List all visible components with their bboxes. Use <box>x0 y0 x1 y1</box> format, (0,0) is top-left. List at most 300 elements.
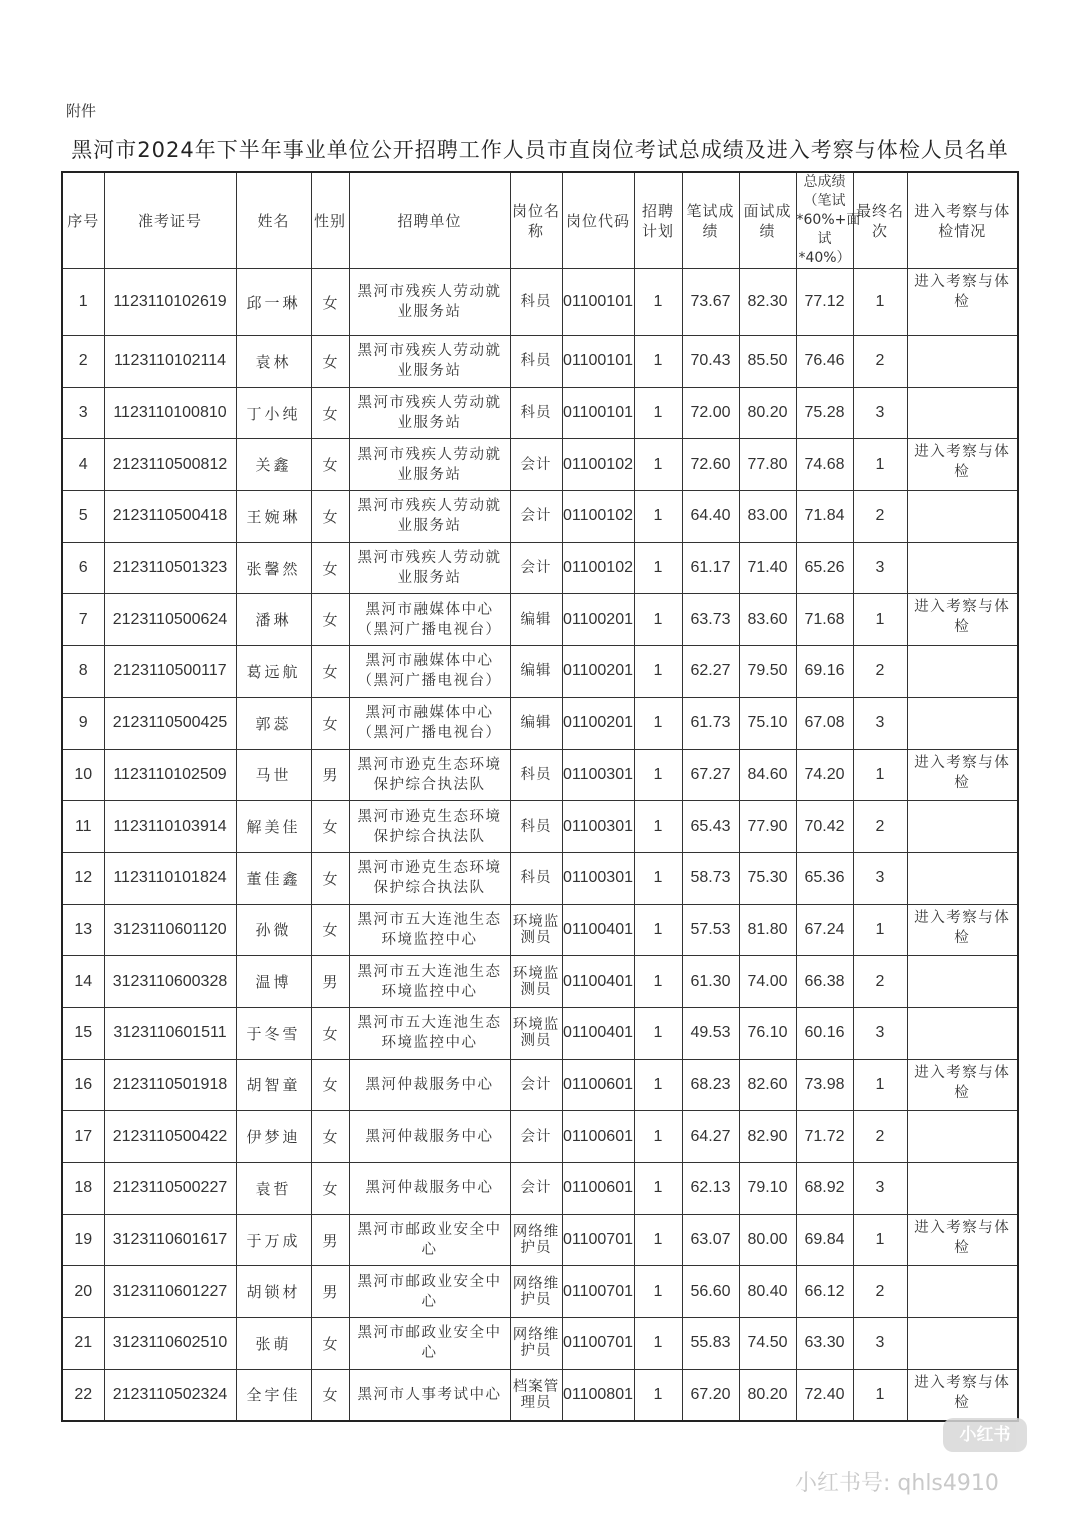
cell-name: 马世 <box>236 749 311 801</box>
cell-gender: 女 <box>311 1111 349 1163</box>
table-row <box>62 594 1018 646</box>
cell-total: 67.08 <box>796 697 853 749</box>
cell-interview: 80.20 <box>739 1369 796 1421</box>
cell-exam-id: 3123110601120 <box>104 904 236 956</box>
cell-interview: 79.10 <box>739 1163 796 1215</box>
cell-unit: 黑河市融媒体中心（黑河广播电视台） <box>349 594 510 646</box>
cell-status <box>907 1007 1018 1059</box>
cell-status <box>907 956 1018 1008</box>
cell-total: 68.92 <box>796 1163 853 1215</box>
cell-interview: 80.20 <box>739 387 796 439</box>
cell-post-name: 科员 <box>510 749 562 801</box>
cell-written: 64.40 <box>682 491 739 543</box>
document-title: 黑河市2024年下半年事业单位公开招聘工作人员市直岗位考试总成绩及进入考察与体检人员名单 <box>71 138 1009 162</box>
table-row <box>62 956 1018 1008</box>
cell-unit: 黑河市残疾人劳动就业服务站 <box>349 542 510 594</box>
cell-gender: 男 <box>311 956 349 1008</box>
cell-unit: 黑河市融媒体中心（黑河广播电视台） <box>349 646 510 698</box>
cell-post-name: 网络维护员 <box>510 1214 562 1266</box>
cell-post-name: 科员 <box>510 269 562 336</box>
cell-exam-id: 2123110500117 <box>104 646 236 698</box>
cell-name: 于冬雪 <box>236 1007 311 1059</box>
cell-plan: 1 <box>634 491 682 543</box>
cell-post-name: 科员 <box>510 336 562 388</box>
cell-total: 71.72 <box>796 1111 853 1163</box>
cell-interview: 84.60 <box>739 749 796 801</box>
cell-name: 伊梦迪 <box>236 1111 311 1163</box>
cell-unit: 黑河市残疾人劳动就业服务站 <box>349 439 510 491</box>
cell-total: 66.12 <box>796 1266 853 1318</box>
cell-status <box>907 542 1018 594</box>
cell-status <box>907 1163 1018 1215</box>
cell-gender: 女 <box>311 697 349 749</box>
cell-seq: 19 <box>62 1214 104 1266</box>
table-row <box>62 542 1018 594</box>
cell-total: 63.30 <box>796 1318 853 1370</box>
cell-name: 胡智童 <box>236 1059 311 1111</box>
cell-rank: 1 <box>853 594 907 646</box>
header-total: 总成绩（笔试*60%+面试*40%） <box>796 172 853 269</box>
cell-total: 65.26 <box>796 542 853 594</box>
attachment-label: 附件 <box>66 102 97 120</box>
cell-name: 邱一琳 <box>236 269 311 336</box>
watermark-text: 小红书号: qhls4910 <box>795 1471 999 1496</box>
cell-name: 葛远航 <box>236 646 311 698</box>
cell-plan: 1 <box>634 749 682 801</box>
cell-exam-id: 2123110500425 <box>104 697 236 749</box>
cell-plan: 1 <box>634 1318 682 1370</box>
cell-exam-id: 1123110102114 <box>104 336 236 388</box>
table-row <box>62 387 1018 439</box>
table-row <box>62 1214 1018 1266</box>
cell-total: 71.68 <box>796 594 853 646</box>
cell-rank: 2 <box>853 646 907 698</box>
cell-status <box>907 1266 1018 1318</box>
cell-post-name: 会计 <box>510 1059 562 1111</box>
cell-gender: 男 <box>311 749 349 801</box>
cell-seq: 20 <box>62 1266 104 1318</box>
cell-gender: 女 <box>311 336 349 388</box>
cell-unit: 黑河市融媒体中心（黑河广播电视台） <box>349 697 510 749</box>
cell-status <box>907 852 1018 904</box>
table-body <box>62 269 1018 1421</box>
header-status: 进入考察与体检情况 <box>907 172 1018 269</box>
cell-rank: 1 <box>853 1369 907 1421</box>
cell-status: 进入考察与体检 <box>907 439 1018 491</box>
cell-interview: 74.00 <box>739 956 796 1008</box>
cell-seq: 3 <box>62 387 104 439</box>
cell-written: 62.13 <box>682 1163 739 1215</box>
cell-written: 58.73 <box>682 852 739 904</box>
cell-rank: 2 <box>853 336 907 388</box>
cell-total: 75.28 <box>796 387 853 439</box>
cell-written: 62.27 <box>682 646 739 698</box>
cell-exam-id: 1123110103914 <box>104 801 236 853</box>
cell-plan: 1 <box>634 336 682 388</box>
cell-plan: 1 <box>634 1266 682 1318</box>
watermark-logo: 小红书 <box>943 1418 1027 1452</box>
cell-post-code: 01100201 <box>562 697 634 749</box>
cell-written: 68.23 <box>682 1059 739 1111</box>
cell-gender: 女 <box>311 491 349 543</box>
cell-name: 袁林 <box>236 336 311 388</box>
cell-plan: 1 <box>634 1007 682 1059</box>
cell-plan: 1 <box>634 542 682 594</box>
cell-seq: 16 <box>62 1059 104 1111</box>
cell-unit: 黑河市五大连池生态环境监控中心 <box>349 1007 510 1059</box>
cell-rank: 1 <box>853 904 907 956</box>
header-written: 笔试成绩 <box>682 172 739 269</box>
cell-seq: 22 <box>62 1369 104 1421</box>
cell-unit: 黑河市残疾人劳动就业服务站 <box>349 269 510 336</box>
cell-gender: 女 <box>311 904 349 956</box>
cell-total: 67.24 <box>796 904 853 956</box>
cell-status <box>907 491 1018 543</box>
cell-seq: 14 <box>62 956 104 1008</box>
cell-exam-id: 2123110500812 <box>104 439 236 491</box>
cell-post-code: 01100301 <box>562 852 634 904</box>
cell-gender: 女 <box>311 1007 349 1059</box>
table-row <box>62 1059 1018 1111</box>
cell-seq: 2 <box>62 336 104 388</box>
cell-seq: 12 <box>62 852 104 904</box>
cell-written: 56.60 <box>682 1266 739 1318</box>
cell-written: 61.73 <box>682 697 739 749</box>
cell-plan: 1 <box>634 697 682 749</box>
cell-interview: 79.50 <box>739 646 796 698</box>
cell-rank: 3 <box>853 387 907 439</box>
cell-written: 67.20 <box>682 1369 739 1421</box>
cell-name: 于万成 <box>236 1214 311 1266</box>
cell-gender: 女 <box>311 801 349 853</box>
cell-status <box>907 1318 1018 1370</box>
cell-exam-id: 1123110102619 <box>104 269 236 336</box>
cell-interview: 71.40 <box>739 542 796 594</box>
cell-written: 72.60 <box>682 439 739 491</box>
cell-exam-id: 3123110601617 <box>104 1214 236 1266</box>
cell-exam-id: 2123110500422 <box>104 1111 236 1163</box>
cell-post-name: 会计 <box>510 542 562 594</box>
cell-post-name: 科员 <box>510 852 562 904</box>
cell-exam-id: 2123110502324 <box>104 1369 236 1421</box>
table-row <box>62 1007 1018 1059</box>
header-seq: 序号 <box>62 172 104 269</box>
cell-post-name: 科员 <box>510 801 562 853</box>
cell-unit: 黑河市残疾人劳动就业服务站 <box>349 387 510 439</box>
cell-written: 65.43 <box>682 801 739 853</box>
cell-name: 王婉琳 <box>236 491 311 543</box>
cell-plan: 1 <box>634 269 682 336</box>
cell-plan: 1 <box>634 646 682 698</box>
cell-name: 张馨然 <box>236 542 311 594</box>
cell-gender: 女 <box>311 1369 349 1421</box>
cell-interview: 80.00 <box>739 1214 796 1266</box>
cell-plan: 1 <box>634 904 682 956</box>
cell-plan: 1 <box>634 801 682 853</box>
cell-interview: 82.60 <box>739 1059 796 1111</box>
cell-post-code: 01100601 <box>562 1111 634 1163</box>
cell-interview: 77.80 <box>739 439 796 491</box>
cell-rank: 2 <box>853 491 907 543</box>
cell-total: 76.46 <box>796 336 853 388</box>
cell-gender: 女 <box>311 269 349 336</box>
cell-rank: 3 <box>853 1163 907 1215</box>
cell-unit: 黑河市逊克生态环境保护综合执法队 <box>349 749 510 801</box>
cell-total: 74.68 <box>796 439 853 491</box>
cell-name: 温博 <box>236 956 311 1008</box>
cell-rank: 3 <box>853 542 907 594</box>
cell-plan: 1 <box>634 1214 682 1266</box>
cell-name: 全宇佳 <box>236 1369 311 1421</box>
cell-unit: 黑河市人事考试中心 <box>349 1369 510 1421</box>
cell-name: 袁哲 <box>236 1163 311 1215</box>
cell-gender: 男 <box>311 1214 349 1266</box>
cell-status <box>907 801 1018 853</box>
header-unit: 招聘单位 <box>349 172 510 269</box>
cell-status: 进入考察与体检 <box>907 1059 1018 1111</box>
cell-interview: 75.10 <box>739 697 796 749</box>
cell-interview: 74.50 <box>739 1318 796 1370</box>
cell-unit: 黑河仲裁服务中心 <box>349 1059 510 1111</box>
cell-exam-id: 3123110601227 <box>104 1266 236 1318</box>
cell-seq: 13 <box>62 904 104 956</box>
cell-total: 60.16 <box>796 1007 853 1059</box>
cell-name: 郭蕊 <box>236 697 311 749</box>
cell-written: 61.30 <box>682 956 739 1008</box>
cell-post-code: 01100301 <box>562 749 634 801</box>
cell-unit: 黑河市逊克生态环境保护综合执法队 <box>349 852 510 904</box>
cell-gender: 女 <box>311 387 349 439</box>
cell-written: 55.83 <box>682 1318 739 1370</box>
table-row <box>62 269 1018 336</box>
cell-post-name: 环境监测员 <box>510 1007 562 1059</box>
cell-post-name: 环境监测员 <box>510 956 562 1008</box>
cell-written: 70.43 <box>682 336 739 388</box>
cell-plan: 1 <box>634 852 682 904</box>
cell-exam-id: 2123110501323 <box>104 542 236 594</box>
cell-status: 进入考察与体检 <box>907 904 1018 956</box>
cell-rank: 1 <box>853 749 907 801</box>
cell-gender: 女 <box>311 1163 349 1215</box>
cell-rank: 2 <box>853 956 907 1008</box>
cell-name: 解美佳 <box>236 801 311 853</box>
cell-seq: 18 <box>62 1163 104 1215</box>
cell-rank: 3 <box>853 697 907 749</box>
cell-rank: 1 <box>853 439 907 491</box>
cell-name: 张萌 <box>236 1318 311 1370</box>
cell-written: 64.27 <box>682 1111 739 1163</box>
cell-gender: 女 <box>311 1318 349 1370</box>
cell-unit: 黑河市邮政业安全中心 <box>349 1266 510 1318</box>
table-row <box>62 1318 1018 1370</box>
cell-post-code: 01100801 <box>562 1369 634 1421</box>
cell-rank: 1 <box>853 1059 907 1111</box>
cell-seq: 17 <box>62 1111 104 1163</box>
table-header <box>62 172 1018 269</box>
table-row <box>62 491 1018 543</box>
cell-status: 进入考察与体检 <box>907 269 1018 336</box>
cell-rank: 2 <box>853 801 907 853</box>
cell-post-name: 会计 <box>510 1111 562 1163</box>
header-post-code: 岗位代码 <box>562 172 634 269</box>
table-row <box>62 852 1018 904</box>
cell-post-code: 01100101 <box>562 387 634 439</box>
cell-interview: 76.10 <box>739 1007 796 1059</box>
results-table <box>61 171 1019 1422</box>
cell-plan: 1 <box>634 1111 682 1163</box>
cell-name: 丁小纯 <box>236 387 311 439</box>
cell-seq: 9 <box>62 697 104 749</box>
cell-status: 进入考察与体检 <box>907 1369 1018 1421</box>
cell-total: 71.84 <box>796 491 853 543</box>
table-row <box>62 336 1018 388</box>
cell-post-code: 01100301 <box>562 801 634 853</box>
cell-unit: 黑河市五大连池生态环境监控中心 <box>349 956 510 1008</box>
cell-total: 74.20 <box>796 749 853 801</box>
cell-gender: 女 <box>311 439 349 491</box>
cell-name: 关鑫 <box>236 439 311 491</box>
cell-post-code: 01100201 <box>562 646 634 698</box>
cell-post-name: 编辑 <box>510 646 562 698</box>
table-row <box>62 904 1018 956</box>
cell-exam-id: 1123110101824 <box>104 852 236 904</box>
header-gender: 性别 <box>311 172 349 269</box>
cell-total: 77.12 <box>796 269 853 336</box>
cell-unit: 黑河市逊克生态环境保护综合执法队 <box>349 801 510 853</box>
table-row <box>62 1369 1018 1421</box>
cell-status <box>907 646 1018 698</box>
cell-status <box>907 697 1018 749</box>
cell-post-code: 01100601 <box>562 1163 634 1215</box>
cell-status <box>907 387 1018 439</box>
cell-total: 69.84 <box>796 1214 853 1266</box>
cell-interview: 77.90 <box>739 801 796 853</box>
cell-post-code: 01100701 <box>562 1318 634 1370</box>
cell-post-name: 科员 <box>510 387 562 439</box>
cell-seq: 6 <box>62 542 104 594</box>
cell-status <box>907 1111 1018 1163</box>
cell-total: 70.42 <box>796 801 853 853</box>
cell-exam-id: 3123110600328 <box>104 956 236 1008</box>
table-row <box>62 1111 1018 1163</box>
cell-exam-id: 1123110102509 <box>104 749 236 801</box>
header-rank: 最终名次 <box>853 172 907 269</box>
cell-plan: 1 <box>634 594 682 646</box>
cell-exam-id: 2123110501918 <box>104 1059 236 1111</box>
cell-status: 进入考察与体检 <box>907 594 1018 646</box>
cell-name: 董佳鑫 <box>236 852 311 904</box>
cell-post-name: 环境监测员 <box>510 904 562 956</box>
cell-plan: 1 <box>634 387 682 439</box>
cell-name: 孙微 <box>236 904 311 956</box>
cell-status <box>907 336 1018 388</box>
cell-unit: 黑河市残疾人劳动就业服务站 <box>349 336 510 388</box>
cell-post-name: 会计 <box>510 1163 562 1215</box>
cell-seq: 11 <box>62 801 104 853</box>
cell-exam-id: 1123110100810 <box>104 387 236 439</box>
cell-plan: 1 <box>634 956 682 1008</box>
cell-unit: 黑河仲裁服务中心 <box>349 1111 510 1163</box>
cell-seq: 7 <box>62 594 104 646</box>
cell-exam-id: 3123110601511 <box>104 1007 236 1059</box>
cell-interview: 83.00 <box>739 491 796 543</box>
table-row <box>62 697 1018 749</box>
cell-post-code: 01100701 <box>562 1266 634 1318</box>
cell-total: 73.98 <box>796 1059 853 1111</box>
cell-gender: 女 <box>311 594 349 646</box>
table-row <box>62 749 1018 801</box>
header-plan: 招聘计划 <box>634 172 682 269</box>
table-row <box>62 1266 1018 1318</box>
cell-status: 进入考察与体检 <box>907 749 1018 801</box>
cell-unit: 黑河市五大连池生态环境监控中心 <box>349 904 510 956</box>
cell-interview: 80.40 <box>739 1266 796 1318</box>
header-name: 姓名 <box>236 172 311 269</box>
cell-interview: 82.30 <box>739 269 796 336</box>
cell-seq: 10 <box>62 749 104 801</box>
table-row <box>62 1163 1018 1215</box>
cell-rank: 3 <box>853 1007 907 1059</box>
cell-rank: 3 <box>853 852 907 904</box>
cell-post-code: 01100401 <box>562 956 634 1008</box>
cell-gender: 女 <box>311 646 349 698</box>
cell-interview: 81.80 <box>739 904 796 956</box>
cell-written: 63.07 <box>682 1214 739 1266</box>
header-exam-id: 准考证号 <box>104 172 236 269</box>
table-row <box>62 439 1018 491</box>
table-row <box>62 801 1018 853</box>
cell-rank: 1 <box>853 269 907 336</box>
cell-seq: 8 <box>62 646 104 698</box>
cell-interview: 75.30 <box>739 852 796 904</box>
cell-seq: 21 <box>62 1318 104 1370</box>
cell-post-code: 01100601 <box>562 1059 634 1111</box>
cell-post-name: 档案管理员 <box>510 1369 562 1421</box>
cell-total: 65.36 <box>796 852 853 904</box>
cell-post-code: 01100102 <box>562 542 634 594</box>
cell-rank: 2 <box>853 1266 907 1318</box>
cell-exam-id: 3123110602510 <box>104 1318 236 1370</box>
cell-seq: 1 <box>62 269 104 336</box>
cell-exam-id: 2123110500227 <box>104 1163 236 1215</box>
cell-post-code: 01100401 <box>562 904 634 956</box>
cell-post-name: 网络维护员 <box>510 1318 562 1370</box>
cell-interview: 85.50 <box>739 336 796 388</box>
cell-written: 49.53 <box>682 1007 739 1059</box>
cell-post-code: 01100102 <box>562 439 634 491</box>
cell-interview: 82.90 <box>739 1111 796 1163</box>
cell-interview: 83.60 <box>739 594 796 646</box>
table-row <box>62 646 1018 698</box>
cell-rank: 2 <box>853 1111 907 1163</box>
cell-post-name: 编辑 <box>510 594 562 646</box>
cell-plan: 1 <box>634 1369 682 1421</box>
cell-written: 72.00 <box>682 387 739 439</box>
cell-plan: 1 <box>634 1163 682 1215</box>
cell-post-code: 01100401 <box>562 1007 634 1059</box>
cell-post-name: 网络维护员 <box>510 1266 562 1318</box>
cell-written: 73.67 <box>682 269 739 336</box>
cell-total: 72.40 <box>796 1369 853 1421</box>
cell-post-code: 01100101 <box>562 269 634 336</box>
cell-unit: 黑河市残疾人劳动就业服务站 <box>349 491 510 543</box>
cell-gender: 女 <box>311 542 349 594</box>
cell-seq: 5 <box>62 491 104 543</box>
cell-post-code: 01100102 <box>562 491 634 543</box>
cell-post-code: 01100201 <box>562 594 634 646</box>
cell-exam-id: 2123110500418 <box>104 491 236 543</box>
cell-name: 潘琳 <box>236 594 311 646</box>
